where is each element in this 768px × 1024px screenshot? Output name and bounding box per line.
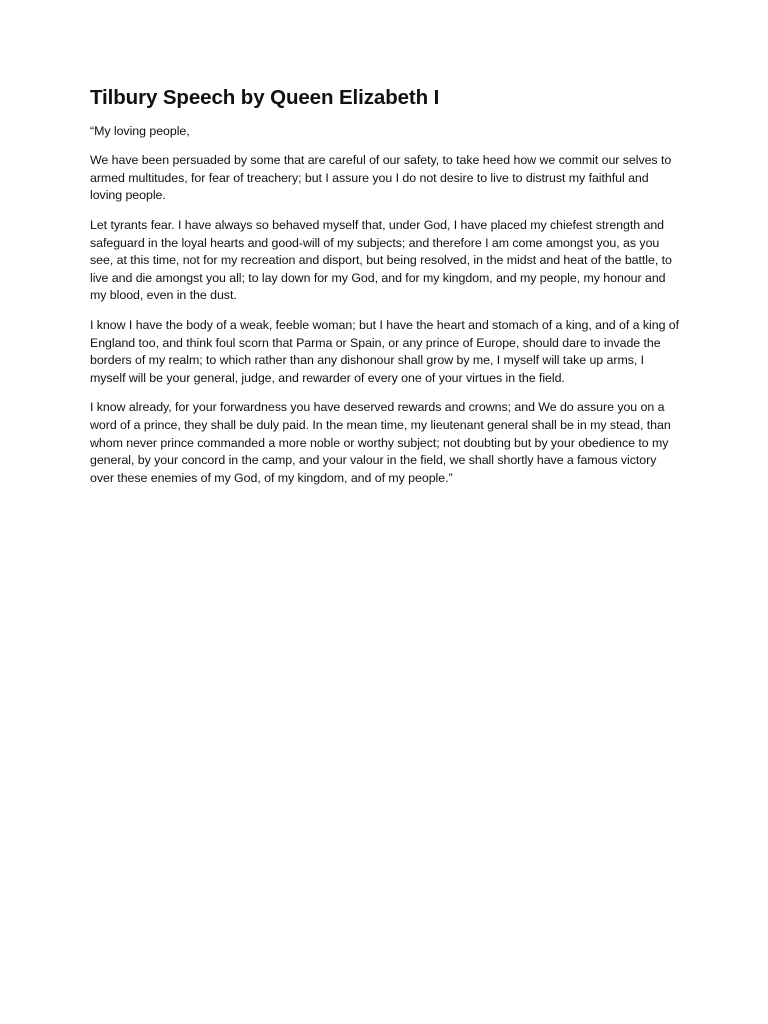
paragraph-1: We have been persuaded by some that are careful of our safety, to take heed how we commit our selves to armed multitudes, for fear of treachery; but I assure you I do not desire to live to distrust my faithful and loving people.	[90, 153, 672, 203]
paragraph-2: Let tyrants fear. I have always so behaved myself that, under God, I have placed my chiefest strength and safeguard in the loyal hearts and good-will of my subjects; and therefore I am come amongst you, as you see, at this time, not for my recreation and disport, but being resolved, in the midst and heat of the battle, to live and die amongst you all; to lay down for my God, and for my kingdom, and my people, my honour and my blood, even in the dust.	[90, 217, 672, 303]
document-title: Tilbury Speech by Queen Elizabeth I	[90, 86, 440, 109]
paragraph-3: I know I have the body of a weak, feeble woman; but I have the heart and stomach of a king, and of a king of England too, and think foul scorn that Parma or Spain, or any prince of Europe, should dare to invade the borders of my realm; to which rather than any dishonour shall grow by me, I myself will take up arms, I myself will be your general, judge, and rewarder of every one of your virtues in the field.	[90, 317, 680, 385]
paragraph-4: I know already, for your forwardness you have deserved rewards and crowns; and We do assure you on a word of a prince, they shall be duly paid. In the mean time, my lieutenant general shall be in my stead, than whom never prince commanded a more noble or worthy subject; not doubting but by your obedience to my general, by your concord in the camp, and your valour in the field, we shall shortly have a famous victory over these enemies of my God, of my kingdom, and of my people.”	[90, 400, 671, 485]
paragraph-salutation: “My loving people,	[90, 123, 190, 138]
document-body	[90, 86, 680, 499]
